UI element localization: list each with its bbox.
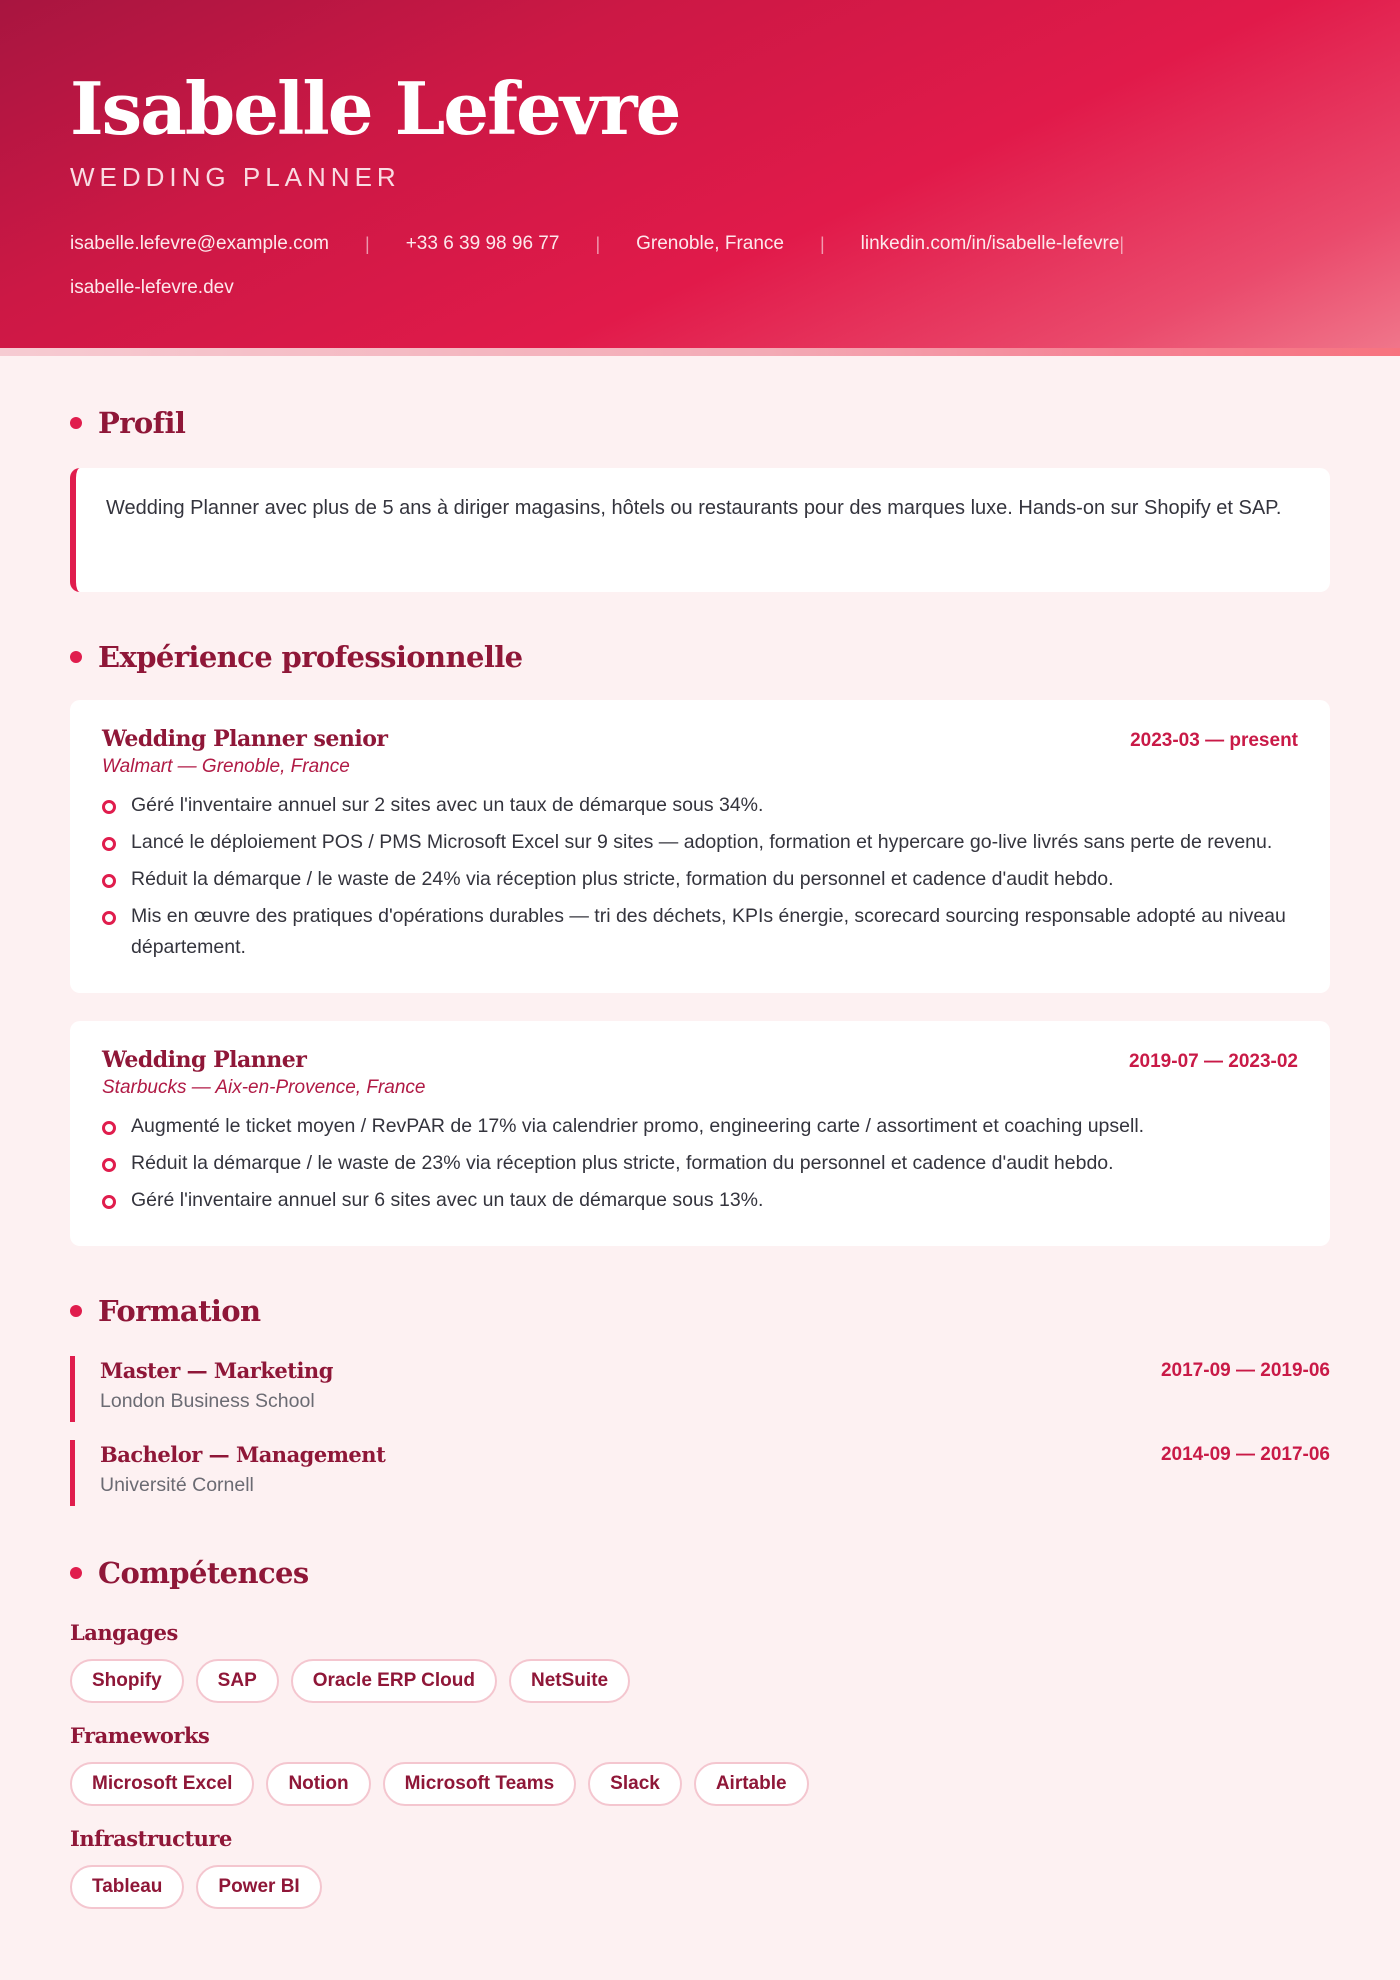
contact-separator: | (1119, 233, 1125, 254)
education-school: London Business School (100, 1390, 315, 1412)
education-dates: 2014-09 — 2017-06 (1160, 1444, 1330, 1465)
education-entry (70, 1440, 1330, 1506)
job-bullet: Lancé le déploiement POS / PMS Microsoft Excel sur 9 sites — adoption, formation et hypercare go-live livrés sans perte de revenu. (102, 827, 1298, 858)
skill-chip: Slack (588, 1762, 682, 1806)
resume-body (0, 356, 1400, 1909)
section-heading-text: Expérience professionnelle (98, 640, 523, 674)
education-degree: Bachelor — Management (100, 1442, 386, 1467)
bullet-dot-icon (70, 1567, 82, 1579)
section-heading-profile (70, 406, 1330, 440)
job-bullet: Géré l'inventaire annuel sur 2 sites avec un taux de démarque sous 34%. (102, 790, 1298, 821)
education-entry (70, 1356, 1330, 1422)
job-bullets (102, 790, 1298, 963)
job-header (102, 726, 1298, 752)
contact-phone[interactable]: +33 6 39 98 96 77 (405, 233, 560, 254)
contact-list (70, 231, 1270, 301)
bullet-dot-icon (70, 417, 82, 429)
job-company: Starbucks — Aix-en-Provence, France (102, 1077, 426, 1098)
bullet-dot-icon (70, 1305, 82, 1317)
section-heading-experience (70, 640, 1330, 674)
skill-chips-frameworks (70, 1762, 1330, 1806)
skill-chip: Notion (266, 1762, 370, 1806)
job-company: Walmart — Grenoble, France (102, 756, 350, 777)
resume-header (0, 0, 1400, 356)
job-bullet: Mis en œuvre des pratiques d'opérations durables — tri des déchets, KPIs énergie, scorecard sourcing responsable adopté au niveau département. (102, 901, 1298, 963)
education-dates: 2017-09 — 2019-06 (1160, 1360, 1330, 1381)
skill-chip: Shopify (70, 1659, 184, 1703)
job-dates: 2019-07 — 2023-02 (1128, 1051, 1298, 1072)
education-school: Université Cornell (100, 1474, 254, 1496)
section-heading-education (70, 1294, 1330, 1328)
section-heading-text: Compétences (98, 1556, 309, 1590)
contact-email[interactable]: isabelle.lefevre@example.com (70, 233, 330, 254)
skill-group-languages: Langages (70, 1620, 178, 1645)
skill-chip: NetSuite (509, 1659, 630, 1703)
skill-group-infrastructure: Infrastructure (70, 1826, 232, 1851)
job-title: Wedding Planner senior (102, 726, 388, 752)
job-bullet: Réduit la démarque / le waste de 23% via réception plus stricte, formation du personnel et cadence d'audit hebdo. (102, 1148, 1298, 1179)
contact-website[interactable]: isabelle-lefevre.dev (70, 277, 234, 298)
job-title: Wedding Planner (102, 1047, 307, 1073)
job-entry (70, 1021, 1330, 1246)
job-bullet: Géré l'inventaire annuel sur 6 sites avec un taux de démarque sous 13%. (102, 1185, 1298, 1216)
job-dates: 2023-03 — present (1130, 730, 1298, 751)
section-heading-text: Profil (98, 406, 186, 440)
contact-separator: | (595, 233, 601, 254)
section-heading-text: Formation (98, 1294, 261, 1328)
skill-chips-languages (70, 1659, 1330, 1703)
bullet-dot-icon (70, 651, 82, 663)
contact-separator: | (819, 233, 825, 254)
skill-group-frameworks: Frameworks (70, 1723, 210, 1748)
candidate-title: WEDDING PLANNER (70, 162, 401, 192)
contact-separator: | (365, 233, 370, 254)
job-header (102, 1047, 1298, 1073)
skill-chip: Power BI (196, 1865, 321, 1909)
job-bullet: Augmenté le ticket moyen / RevPAR de 17% via calendrier promo, engineering carte / assortiment et coaching upsell. (102, 1111, 1298, 1142)
candidate-name: Isabelle Lefevre (70, 66, 680, 151)
job-bullets (102, 1111, 1298, 1216)
profile-summary: Wedding Planner avec plus de 5 ans à diriger magasins, hôtels ou restaurants pour des marques luxe. Hands-on sur Shopify et SAP. (70, 468, 1330, 592)
skill-chips-infrastructure (70, 1865, 1330, 1909)
job-bullet: Réduit la démarque / le waste de 24% via réception plus stricte, formation du personnel et cadence d'audit hebdo. (102, 864, 1298, 895)
education-degree: Master — Marketing (100, 1358, 333, 1383)
contact-location: Grenoble, France (636, 233, 784, 254)
skill-chip: Tableau (70, 1865, 184, 1909)
skill-chip: Oracle ERP Cloud (291, 1659, 497, 1703)
skill-chip: Microsoft Teams (383, 1762, 577, 1806)
skill-chip: SAP (196, 1659, 279, 1703)
header-accent-strip (0, 348, 1400, 356)
job-entry (70, 700, 1330, 993)
contact-linkedin[interactable]: linkedin.com/in/isabelle-lefevre (860, 233, 1120, 254)
skill-chip: Microsoft Excel (70, 1762, 254, 1806)
section-heading-skills (70, 1556, 1330, 1590)
skill-chip: Airtable (694, 1762, 809, 1806)
